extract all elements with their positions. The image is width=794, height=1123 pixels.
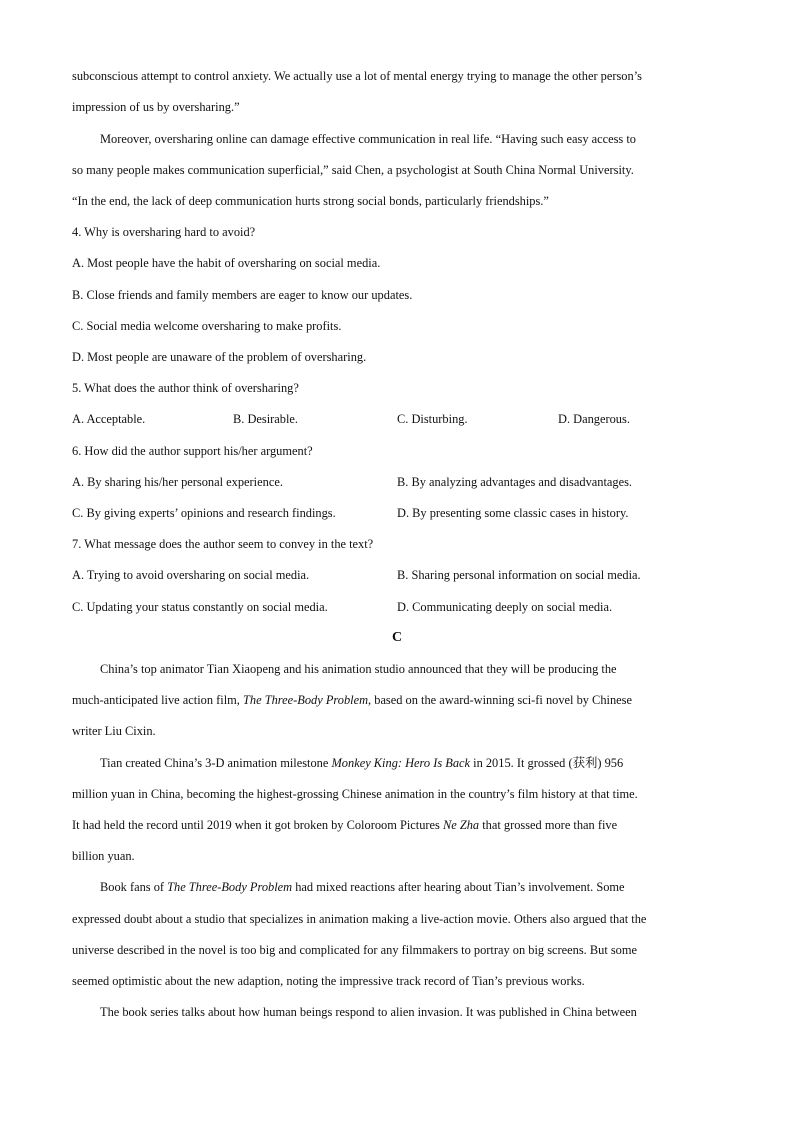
passage-line: much-anticipated live action film, The Three-Body Problem, based on the award-winning sci-fi novel by Chinese	[72, 693, 632, 707]
answer-option: C. Disturbing.	[397, 412, 468, 426]
passage-line: million yuan in China, becoming the highest-grossing Chinese animation in the country’s film history at that time.	[72, 787, 638, 801]
passage-line: impression of us by oversharing.”	[72, 100, 240, 114]
passage-line: The book series talks about how human beings respond to alien invasion. It was published in China between	[100, 1005, 637, 1019]
answer-option: D. Dangerous.	[558, 412, 630, 426]
section-heading: C	[391, 630, 403, 645]
answer-option: D. Communicating deeply on social media.	[397, 600, 613, 614]
passage-line: universe described in the novel is too big and complicated for any filmmakers to portray on big screens. But some	[72, 943, 638, 957]
passage-line: Tian created China’s 3-D animation milestone Monkey King: Hero Is Back in 2015. It grossed (获利) 956	[100, 756, 624, 770]
question-stem: 5. What does the author think of oversharing?	[72, 381, 299, 395]
answer-option: A. Acceptable.	[72, 412, 146, 426]
answer-option: D. Most people are unaware of the problem of oversharing.	[72, 350, 367, 364]
passage-line: Moreover, oversharing online can damage effective communication in real life. “Having such easy access to	[100, 132, 636, 146]
answer-option: C. Updating your status constantly on social media.	[72, 600, 328, 614]
answer-option: A. Most people have the habit of oversharing on social media.	[72, 256, 381, 270]
passage-line: subconscious attempt to control anxiety. We actually use a lot of mental energy trying to manage the other person’s	[72, 69, 642, 83]
passage-line: Book fans of The Three-Body Problem had mixed reactions after hearing about Tian’s involvement. Some	[100, 880, 625, 894]
answer-option: A. Trying to avoid oversharing on social media.	[72, 568, 310, 582]
passage-line: seemed optimistic about the new adaption, noting the impressive track record of Tian’s previous works.	[72, 974, 585, 988]
answer-option: C. Social media welcome oversharing to make profits.	[72, 319, 342, 333]
answer-option: B. Sharing personal information on social media.	[397, 568, 641, 582]
passage-line: billion yuan.	[72, 849, 135, 863]
question-stem: 7. What message does the author seem to convey in the text?	[72, 537, 374, 551]
passage-line: writer Liu Cixin.	[72, 724, 156, 738]
answer-option: A. By sharing his/her personal experience.	[72, 475, 283, 489]
answer-option: B. By analyzing advantages and disadvantages.	[397, 475, 633, 489]
passage-line: It had held the record until 2019 when it got broken by Coloroom Pictures Ne Zha that grossed more than five	[72, 818, 618, 832]
question-stem: 4. Why is oversharing hard to avoid?	[72, 225, 256, 239]
answer-option: C. By giving experts’ opinions and research findings.	[72, 506, 336, 520]
book-title: The Three-Body Problem	[167, 880, 293, 894]
question-stem: 6. How did the author support his/her argument?	[72, 444, 313, 458]
passage-line: “In the end, the lack of deep communication hurts strong social bonds, particularly friendships.”	[72, 194, 549, 208]
film-title: Ne Zha	[442, 818, 480, 832]
passage-line: China’s top animator Tian Xiaopeng and his animation studio announced that they will be producing the	[100, 662, 617, 676]
book-title: The Three-Body Problem	[243, 693, 369, 707]
answer-option: B. Close friends and family members are eager to know our updates.	[72, 288, 413, 302]
passage-line: so many people makes communication superficial,” said Chen, a psychologist at South China Normal University.	[72, 163, 634, 177]
answer-option: B. Desirable.	[233, 412, 299, 426]
answer-option: D. By presenting some classic cases in history.	[397, 506, 629, 520]
film-title: Monkey King: Hero Is Back	[331, 756, 471, 770]
passage-line: expressed doubt about a studio that specializes in animation making a live-action movie. Others also argued that the	[72, 912, 647, 926]
